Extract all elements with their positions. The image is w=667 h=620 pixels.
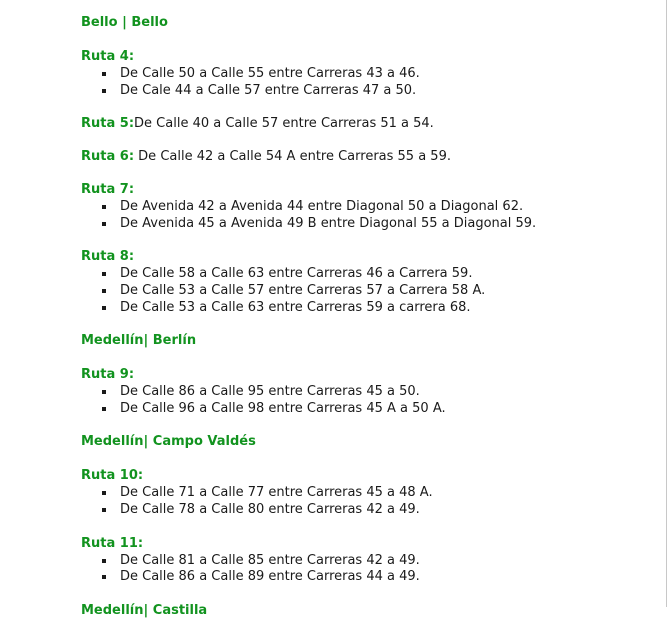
route-label-11: Ruta 11: (81, 535, 144, 551)
route-label-10: Ruta 10: (81, 468, 144, 484)
route-8-list (81, 266, 666, 316)
list-item: De Calle 50 a Calle 55 entre Carreras 43 a 46. (81, 66, 666, 83)
route-4-list (81, 66, 666, 99)
list-item: De Calle 81 a Calle 85 entre Carreras 42 a 49. (81, 553, 666, 570)
list-item: De Avenida 42 a Avenida 44 entre Diagonal 50 a Diagonal 62. (81, 199, 666, 216)
route-label-7: Ruta 7: (81, 182, 135, 198)
route-7-list (81, 199, 666, 232)
route-9-list (81, 384, 666, 417)
spacer (81, 232, 666, 248)
spacer (81, 586, 666, 602)
spacer (81, 519, 666, 535)
route-label-5: Ruta 5: (81, 116, 135, 132)
list-item: De Calle 96 a Calle 98 entre Carreras 45 A a 50 A. (81, 401, 666, 418)
spacer (81, 350, 666, 366)
spacer (81, 165, 666, 181)
spacer (81, 451, 666, 467)
list-item: De Calle 86 a Calle 95 entre Carreras 45 a 50. (81, 384, 666, 401)
route-5-line (81, 115, 666, 132)
list-item: De Calle 58 a Calle 63 entre Carreras 46 a Carrera 59. (81, 266, 666, 283)
list-item: De Calle 86 a Calle 89 entre Carreras 44 a 49. (81, 569, 666, 586)
list-item: De Avenida 45 a Avenida 49 B entre Diagonal 55 a Diagonal 59. (81, 216, 666, 233)
route-6-line (81, 148, 666, 165)
list-item: De Calle 53 a Calle 63 entre Carreras 59 a carrera 68. (81, 300, 666, 317)
spacer (81, 417, 666, 433)
spacer (81, 316, 666, 332)
list-item: De Cale 44 a Calle 57 entre Carreras 47 a 50. (81, 83, 666, 100)
route-6-text: De Calle 42 a Calle 54 A entre Carreras 55 a 59. (138, 149, 451, 165)
section-heading-berlin: Medellín| Berlín (81, 333, 197, 349)
route-5-text: De Calle 40 a Calle 57 entre Carreras 51 a 54. (134, 116, 434, 132)
section-heading-campo-valdes: Medellín| Campo Valdés (81, 434, 256, 450)
route-10-list (81, 485, 666, 518)
route-label-6: Ruta 6: (81, 149, 135, 165)
route-11-list (81, 553, 666, 586)
spacer (81, 99, 666, 115)
route-label-4: Ruta 4: (81, 49, 135, 64)
spacer (81, 132, 666, 148)
document-content (81, 14, 666, 620)
list-item: De Calle 78 a Calle 80 entre Carreras 42 a 49. (81, 502, 666, 519)
list-item: De Calle 53 a Calle 57 entre Carreras 57 a Carrera 58 A. (81, 283, 666, 300)
section-heading-castilla: Medellín| Castilla (81, 602, 208, 618)
list-item: De Calle 71 a Calle 77 entre Carreras 45 a 48 A. (81, 485, 666, 502)
spacer (81, 32, 666, 48)
route-label-9: Ruta 9: (81, 367, 135, 383)
route-label-8: Ruta 8: (81, 249, 135, 265)
section-heading-bello: Bello | Bello (81, 15, 168, 30)
